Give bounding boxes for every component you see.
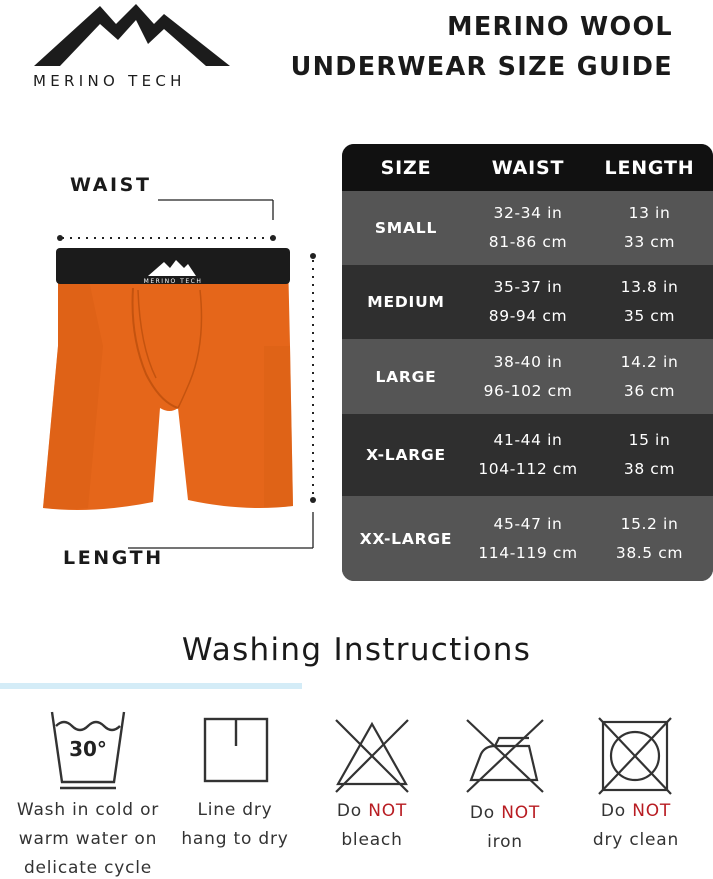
size-cell: X-LARGE <box>366 446 446 464</box>
table-row <box>342 339 713 414</box>
no-bleach-icon <box>332 716 412 796</box>
header-waist: WAIST <box>491 156 565 179</box>
size-cell: MEDIUM <box>367 293 445 311</box>
table-row <box>342 191 713 265</box>
title-line-2: UNDERWEAR SIZE GUIDE <box>290 52 673 82</box>
page-title <box>291 7 673 87</box>
no-bleach-caption: Do NOT bleach <box>336 801 408 850</box>
size-cell: SMALL <box>374 219 438 237</box>
length-cell: 13 in 33 cm <box>623 204 676 251</box>
no-dry-clean-caption: Do NOT dry clean <box>592 801 680 850</box>
length-cell: 14.2 in 36 cm <box>620 352 679 400</box>
table-row <box>342 265 713 339</box>
washing-title: Washing Instructions <box>181 632 532 668</box>
no-dry-clean-icon <box>597 716 673 796</box>
title-line-1: MERINO WOOL <box>447 12 673 42</box>
length-label: LENGTH <box>63 547 164 569</box>
header-length: LENGTH <box>604 156 695 179</box>
waist-cell: 35-37 in 89-94 cm <box>488 278 568 325</box>
wash-temp: 30° <box>69 737 107 761</box>
waist-cell: 45-47 in 114-119 cm <box>478 514 578 562</box>
wash-caption: Wash in cold or warm water on delicate cycle <box>16 800 160 878</box>
no-iron-caption: Do NOT iron <box>469 803 541 852</box>
line-dry-caption: Line dry hang to dry <box>181 800 289 849</box>
size-cell: XX-LARGE <box>359 529 453 548</box>
line-dry-icon <box>202 716 270 784</box>
waist-measure-line <box>57 200 276 241</box>
size-table <box>342 144 713 581</box>
no-iron-icon <box>463 716 547 796</box>
table-row <box>342 496 713 581</box>
mountain-logo-icon <box>30 2 235 72</box>
table-header <box>342 144 713 191</box>
table-row <box>342 414 713 496</box>
length-cell: 15.2 in 38.5 cm <box>615 514 684 562</box>
waist-label: WAIST <box>70 174 152 196</box>
length-cell: 15 in 38 cm <box>623 431 676 478</box>
header-size: SIZE <box>380 156 432 179</box>
brand-logo <box>30 2 235 94</box>
wash-30-icon <box>48 706 128 792</box>
waist-cell: 38-40 in 96-102 cm <box>483 352 573 400</box>
accent-bar <box>0 683 302 689</box>
boxer-brief-illustration <box>28 196 338 586</box>
length-cell: 13.8 in 35 cm <box>620 278 679 325</box>
waist-cell: 41-44 in 104-112 cm <box>478 431 578 478</box>
size-cell: LARGE <box>375 367 437 386</box>
waistband-logo-text: MERINO TECH <box>143 278 203 285</box>
logo-text: MERINO TECH <box>33 72 186 90</box>
waist-cell: 32-34 in 81-86 cm <box>488 204 568 251</box>
